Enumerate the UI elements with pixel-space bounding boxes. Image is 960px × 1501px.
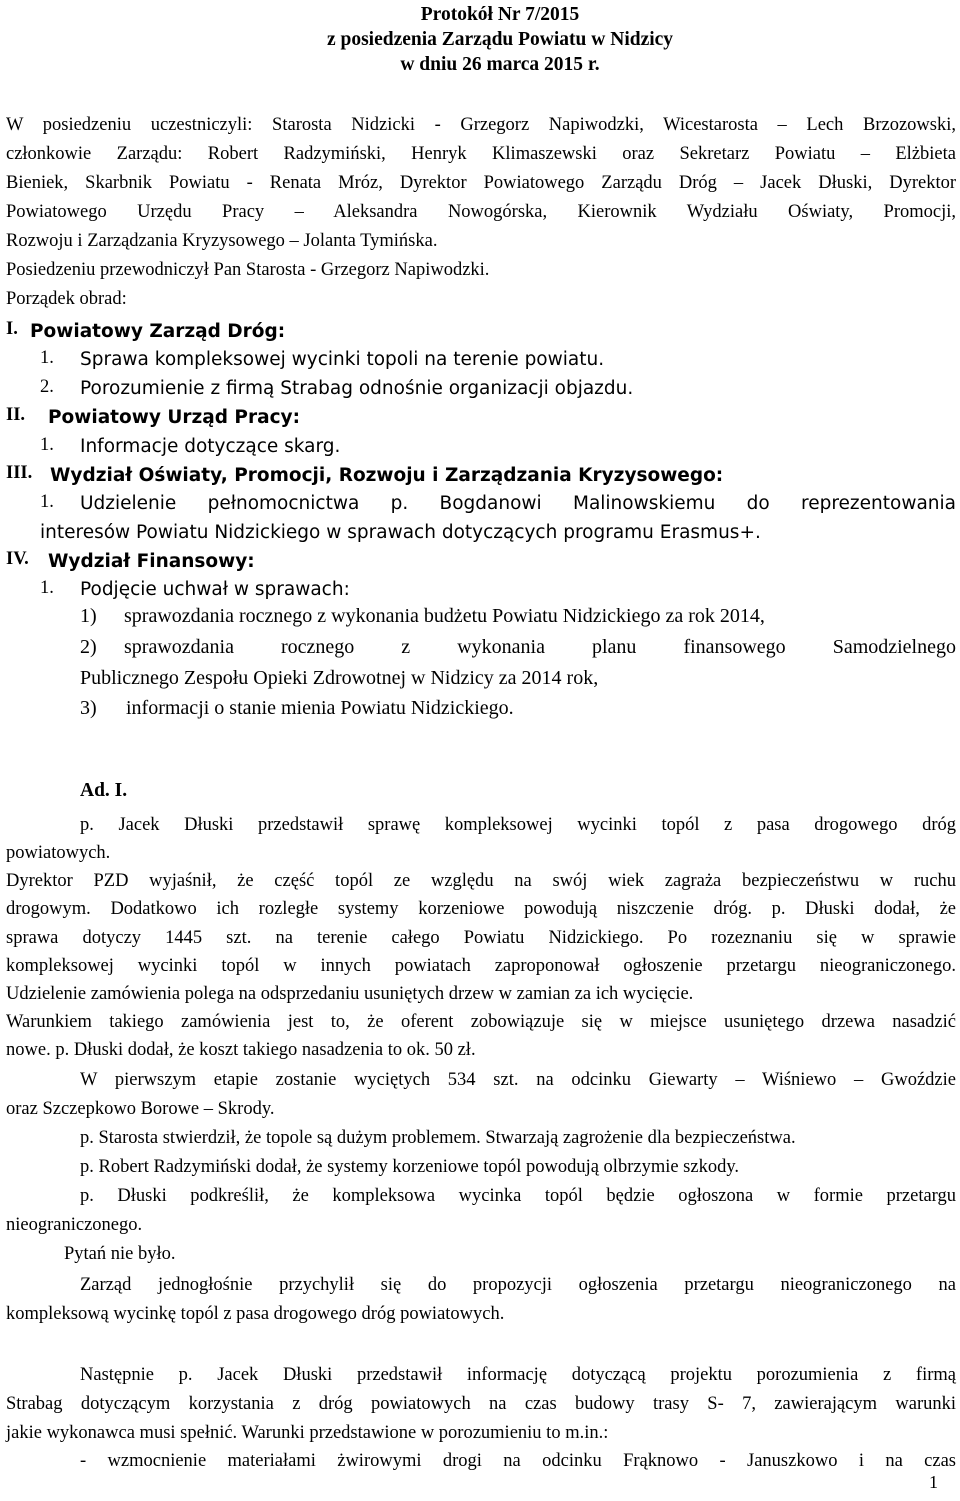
agenda-section-3-title: Wydział Oświaty, Promocji, Rozwoju i Zarządzania Kryzysowego: xyxy=(50,465,724,486)
agenda-s2-item-1-number: 1. xyxy=(40,435,54,455)
agenda-label: Porządek obrad: xyxy=(6,289,127,309)
body-p9-line-a: Zarząd jednogłośnie przychylił się do propozycji ogłoszenia przetargu nieograniczonego na xyxy=(80,1275,956,1295)
body-p5: p. Starosta stwierdził, że topole są dużym problemem. Stwarzają zagrożenie dla bezpieczeństwa. xyxy=(80,1128,796,1148)
body-p2-line-a: Dyrektor PZD wyjaśnił, że część topól ze względu na swój wiek zagraża bezpieczeństwu w ruchu xyxy=(6,871,956,891)
body-p10-line-c: jakie wykonawca musi spełnić. Warunki przedstawione w porozumieniu to m.in.: xyxy=(6,1423,609,1443)
agenda-s4-sub-3: informacji o stanie mienia Powiatu Nidzickiego. xyxy=(126,697,514,719)
body-p3-line-a: Warunkiem takiego zamówienia jest to, że oferent zobowiązuje się w miejsce usuniętego drzewa nasadzić xyxy=(6,1012,956,1032)
body-p2-line-b: drogowym. Dodatkowo ich rozległe systemy korzeniowe powodują niszczenie dróg. p. Dłuski dodał, że xyxy=(6,899,956,919)
body-p7-line-a: p. Dłuski podkreślił, że kompleksowa wycinka topól będzie ogłoszona w formie przetargu xyxy=(80,1186,956,1206)
agenda-section-1-title: Powiatowy Zarząd Dróg: xyxy=(30,321,286,342)
title-line-3: w dniu 26 marca 2015 r. xyxy=(400,54,600,75)
agenda-s2-item-1: Informacje dotyczące skarg. xyxy=(80,436,341,457)
chair-line: Posiedzeniu przewodniczył Pan Starosta - Grzegorz Napiwodzki. xyxy=(6,260,490,280)
body-p2-line-d: kompleksowej wycinki topól w innych powiatach zaproponował ogłoszenie przetargu nieograniczonego. xyxy=(6,956,956,976)
agenda-s1-item-1-number: 1. xyxy=(40,348,54,368)
agenda-section-3-number: III. xyxy=(6,463,33,483)
body-p2-line-c: sprawa dotyczy 1445 szt. na terenie całego Powiatu Nidzickiego. Po rozeznaniu się w sprawie xyxy=(6,928,956,948)
agenda-s4-sub-2-line-b: Publicznego Zespołu Opieki Zdrowotnej w Nidzicy za 2014 rok, xyxy=(80,667,599,689)
agenda-s4-item-1-number: 1. xyxy=(40,578,54,598)
intro-line-1: W posiedzeniu uczestniczyli: Starosta Nidzicki - Grzegorz Napiwodzki, Wicestarosta – Lech Brzozowski, xyxy=(6,115,956,135)
body-p8: Pytań nie było. xyxy=(64,1244,176,1264)
agenda-section-4-title: Wydział Finansowy: xyxy=(48,551,255,572)
body-p1-line-b: powiatowych. xyxy=(6,843,111,863)
ad-heading: Ad. I. xyxy=(80,780,128,801)
page-number: 1 xyxy=(929,1472,938,1492)
agenda-s4-sub-1: sprawozdania rocznego z wykonania budżetu Powiatu Nidzickiego za rok 2014, xyxy=(124,605,765,627)
agenda-s4-sub-2-line-a: sprawozdania rocznego z wykonania planu finansowego Samodzielnego xyxy=(124,636,956,658)
title-line-2: z posiedzenia Zarządu Powiatu w Nidzicy xyxy=(326,29,674,50)
agenda-s4-item-1: Podjęcie uchwał w sprawach: xyxy=(80,579,350,600)
agenda-s3-item-1-number: 1. xyxy=(40,492,54,512)
body-p1-line-a: p. Jacek Dłuski przedstawił sprawę kompleksowej wycinki topól z pasa drogowego dróg xyxy=(80,815,956,835)
agenda-s4-sub-3-number: 3) xyxy=(80,697,97,719)
agenda-s1-item-2-number: 2. xyxy=(40,377,54,397)
body-p11: - wzmocnienie materiałami żwirowymi drogi na odcinku Frąknowo - Januszkowo i na czas xyxy=(80,1451,956,1471)
body-p4-line-b: oraz Szczepkowo Borowe – Skrody. xyxy=(6,1099,275,1119)
body-p3-line-b: nowe. p. Dłuski dodał, że koszt takiego nasadzenia to ok. 50 zł. xyxy=(6,1040,476,1060)
intro-line-2: członkowie Zarządu: Robert Radzymiński, Henryk Klimaszewski oraz Sekretarz Powiatu – Elżbieta xyxy=(6,144,956,164)
agenda-section-4-number: IV. xyxy=(6,549,29,569)
body-p10-line-a: Następnie p. Jacek Dłuski przedstawił informację dotyczącą projektu porozumienia z firmą xyxy=(80,1365,956,1385)
title-line-1: Protokół Nr 7/2015 xyxy=(420,4,580,25)
body-p10-line-b: Strabag dotyczącym korzystania z dróg powiatowych na czas budowy trasy S- 7, zawierającym warunki xyxy=(6,1394,956,1414)
document-title xyxy=(0,2,960,77)
intro-line-3: Bieniek, Skarbnik Powiatu - Renata Mróz, Dyrektor Powiatowego Zarządu Dróg – Jacek Dłuski, Dyrektor xyxy=(6,173,956,193)
body-p2-line-e: Udzielenie zamówienia polega na odsprzedaniu usuniętych drzew w zamian za ich wycięcie. xyxy=(6,984,694,1004)
agenda-s4-sub-1-number: 1) xyxy=(80,605,97,627)
body-p6: p. Robert Radzymiński dodał, że systemy korzeniowe topól powodują olbrzymie szkody. xyxy=(80,1157,740,1177)
intro-line-5: Rozwoju i Zarządzania Kryzysowego – Jolanta Tymińska. xyxy=(6,231,438,251)
body-p7-line-b: nieograniczonego. xyxy=(6,1215,143,1235)
agenda-s3-item-1-line-a: Udzielenie pełnomocnictwa p. Bogdanowi Malinowskiemu do reprezentowania xyxy=(80,493,956,514)
body-p9-line-b: kompleksową wycinkę topól z pasa drogowego dróg powiatowych. xyxy=(6,1304,505,1324)
agenda-section-2-number: II. xyxy=(6,405,26,425)
agenda-s4-sub-2-number: 2) xyxy=(80,636,97,658)
intro-line-4: Powiatowego Urzędu Pracy – Aleksandra Nowogórska, Kierownik Wydziału Oświaty, Promocji, xyxy=(6,202,956,222)
agenda-section-2-title: Powiatowy Urząd Pracy: xyxy=(48,407,300,428)
agenda-s1-item-1: Sprawa kompleksowej wycinki topoli na terenie powiatu. xyxy=(80,349,605,370)
agenda-s3-item-1-line-b: interesów Powiatu Nidzickiego w sprawach dotyczących programu Erasmus+. xyxy=(40,522,761,543)
body-p4-line-a: W pierwszym etapie zostanie wyciętych 534 szt. na odcinku Giewarty – Wiśniewo – Gwoździe xyxy=(80,1070,956,1090)
agenda-section-1-number: I. xyxy=(6,319,18,339)
agenda-s1-item-2: Porozumienie z firmą Strabag odnośnie organizacji objazdu. xyxy=(80,378,634,399)
